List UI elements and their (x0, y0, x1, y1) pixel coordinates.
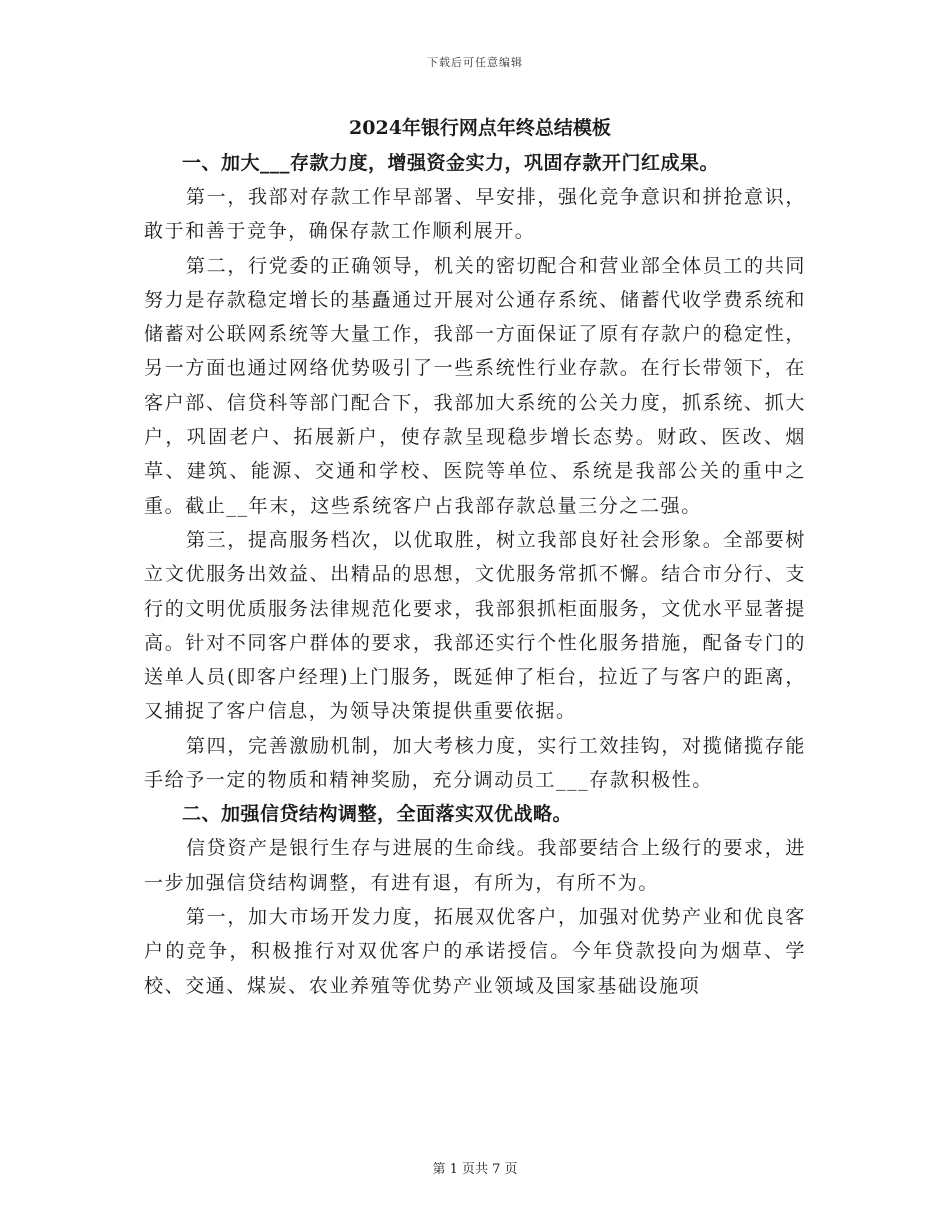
paragraph: 第一，我部对存款工作早部署、早安排，强化竞争意识和拼抢意识，敢于和善于竞争，确保存款工作顺利展开。 (144, 186, 806, 243)
section-1 (144, 146, 806, 797)
section-heading: 一、加大___存款力度，增强资金实力，巩固存款开门红成果。 (182, 152, 720, 174)
header-note: 下载后可任意编辑 (427, 56, 523, 69)
document-body (144, 112, 806, 1003)
paragraph: 第三，提高服务档次，以优取胜，树立我部良好社会形象。全部要树立文优服务出效益、出精品的思想，文优服务常抓不懈。结合市分行、支行的文明优质服务法律规范化要求，我部狠抓柜面服务，文优水平显著提高。针对不同客户群体的要求，我部还实行个性化服务措施，配备专门的送单人员(即客户经理)上门服务，既延伸了柜台，拉近了与客户的距离，又捕捉了客户信息，为领导决策提供重要依据。 (144, 528, 806, 723)
paragraph: 信贷资产是银行生存与进展的生命线。我部要结合上级行的要求，进一步加强信贷结构调整，有进有退，有所为，有所不为。 (144, 837, 806, 894)
document-title: 2024年银行网点年终总结模板 (349, 117, 611, 139)
paragraph: 第四，完善激励机制，加大考核力度，实行工效挂钩，对揽储揽存能手给予一定的物质和精神奖励，充分调动员工___存款积极性。 (144, 734, 806, 792)
section-2 (144, 797, 806, 1002)
page-number-footer: 第 1 页共 7 页 (432, 1162, 518, 1177)
paragraph: 第二，行党委的正确领导，机关的密切配合和营业部全体员工的共同努力是存款稳定增长的基矗通过开展对公通存系统、储蓄代收学费系统和储蓄对公联网系统等大量工作，我部一方面保证了原有存款户的稳定性，另一方面也通过网络优势吸引了一些系统性行业存款。在行长带领下，在客户部、信贷科等部门配合下，我部加大系统的公关力度，抓系统、抓大户，巩固老户、拓展新户，使存款呈现稳步增长态势。财政、医改、烟草、建筑、能源、交通和学校、医院等单位、系统是我部公关的重中之重。截止__年末，这些系统客户占我部存款总量三分之二强。 (144, 254, 806, 517)
paragraph: 第一，加大市场开发力度，拓展双优客户，加强对优势产业和优良客户的竞争，积极推行对双优客户的承诺授信。今年贷款投向为烟草、学校、交通、煤炭、农业养殖等优势产业领域及国家基础设施项 (144, 905, 806, 997)
section-heading: 二、加强信贷结构调整，全面落实双优战略。 (182, 803, 573, 826)
